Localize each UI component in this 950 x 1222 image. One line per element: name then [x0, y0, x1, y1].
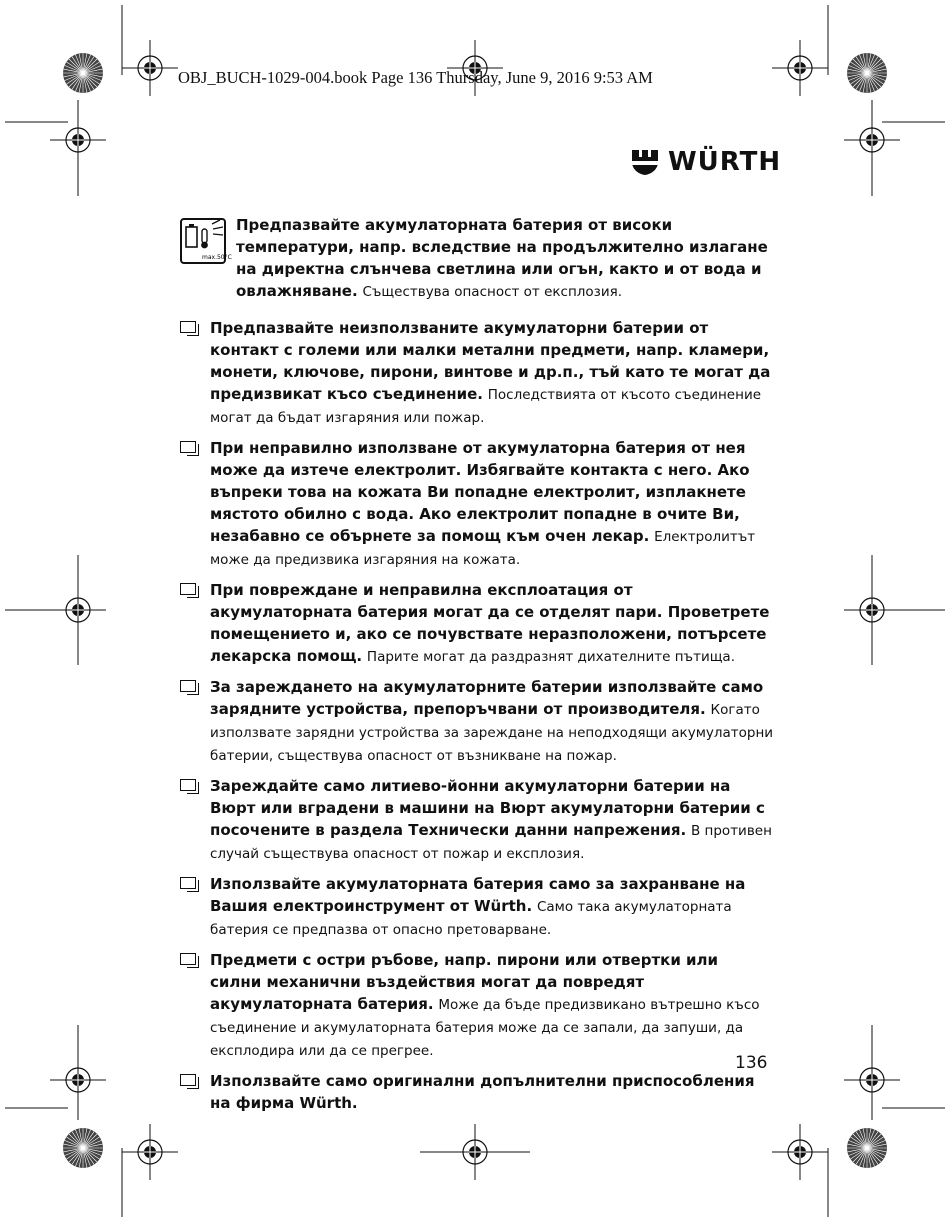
item-bold-text: Предмети с остри ръбове, напр. пирони или отвертки или силни механични въздействия могат да повредят акумулаторната батерия.: [210, 951, 719, 1013]
list-item: [178, 317, 774, 429]
checkbox-bullet-icon: [180, 441, 196, 453]
temperature-warning: [178, 214, 774, 311]
warning-normal-text: Съществува опасност от експлозия.: [362, 284, 623, 300]
list-item: [178, 676, 774, 767]
item-bold-text: За зареждането на акумулаторните батерии използвайте само зарядните устройства, препоръчвани от производителя.: [210, 678, 764, 718]
item-bold-text: При повреждане и неправилна експлоатация от акумулаторната батерия могат да се отделят пари. Проветрете помещението и, ако се почувствате неразположени, потърсете лекарска помощ.: [210, 581, 770, 665]
list-item: [178, 873, 774, 941]
item-bold-text: Зареждайте само литиево-йонни акумулаторни батерии на Вюрт или вградени в машини на Вюрт акумулаторни батерии с посочените в раздела Технически данни напрежения.: [210, 777, 765, 839]
temperature-limit-label: max.50°C: [202, 254, 232, 261]
item-bold-text: Използвайте акумулаторната батерия само за захранване на Вашия електроинструмент от Würth.: [210, 875, 746, 915]
item-normal-text: Може да бъде предизвикано вътрешно късо съединение и акумулаторната батерия може да се запали, да запуши, да експлодира или да се прегрее.: [210, 997, 760, 1059]
item-bold-text: При неправилно използване от акумулаторна батерия от нея може да изтече електролит. Избягвайте контакта с него. Ако въпреки това на кожата Ви попадне електролит, изплакнете мястото обилно с вода. Ако електролит попадне в очите Ви, незабавно се обърнете за помощ към очен лекар.: [210, 439, 750, 545]
item-normal-text: Последствията от късото съединение могат да бъдат изгаряния или пожар.: [210, 387, 762, 426]
checkbox-bullet-icon: [180, 953, 196, 965]
wurth-logo-icon: [630, 147, 660, 177]
battery-temperature-warning-icon: [180, 218, 232, 264]
checkbox-bullet-icon: [180, 877, 196, 889]
list-item: [178, 775, 774, 865]
list-item: [178, 437, 774, 571]
logo-wordmark: WÜRTH: [668, 147, 782, 177]
checkbox-bullet-icon: [180, 321, 196, 333]
item-normal-text: Електролитът може да предизвика изгаряния на кожата.: [210, 529, 756, 568]
warning-bold-text: Предпазвайте акумулаторната батерия от високи температури, напр. вследствие на продължително излагане на директна слънчева светлина или огън, както и от вода и овлажняване.: [236, 216, 768, 300]
list-item: [178, 949, 774, 1062]
item-normal-text: В противен случай съществува опасност от пожар и експлозия.: [210, 823, 772, 862]
print-header-line: OBJ_BUCH-1029-004.book Page 136 Thursday, June 9, 2016 9:53 AM: [178, 68, 653, 87]
item-normal-text: Само така акумулаторната батерия се предпазва от опасно претоварване.: [210, 899, 732, 938]
checkbox-bullet-icon: [180, 1074, 196, 1086]
safety-content: [178, 214, 774, 1123]
checkbox-bullet-icon: [180, 779, 196, 791]
item-normal-text: Когато използвате зарядни устройства за зареждане на неподходящи акумулаторни батерии, съществува опасност от възникване на пожар.: [210, 702, 774, 764]
list-item: [178, 1070, 774, 1115]
wurth-logo: [630, 144, 782, 180]
item-bold-text: Предпазвайте неизползваните акумулаторни батерии от контакт с големи или малки метални предмети, напр. кламери, монети, ключове, пирони, винтове и др.п., тъй като те могат да предизвикат късо съединение.: [210, 319, 771, 403]
item-normal-text: Парите могат да раздразнят дихателните пътища.: [366, 649, 736, 665]
page-number: 136: [735, 1053, 768, 1073]
list-item: [178, 579, 774, 668]
checkbox-bullet-icon: [180, 583, 196, 595]
checkbox-bullet-icon: [180, 680, 196, 692]
item-bold-text: Използвайте само оригинални допълнителни приспособления на фирма Würth.: [210, 1072, 755, 1112]
